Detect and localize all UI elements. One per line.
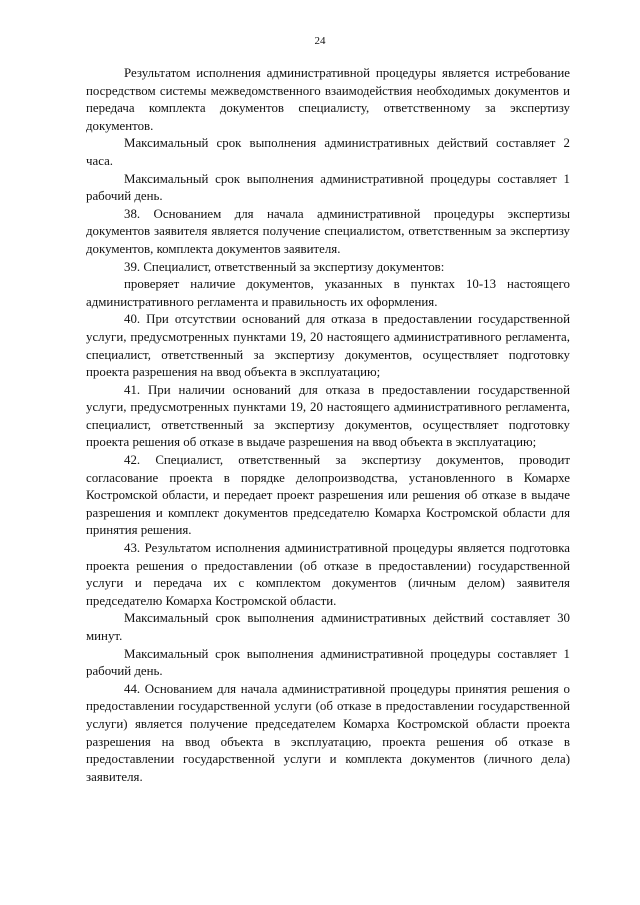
paragraph-result-interagency: Результатом исполнения административной процедуры является истребование посредством системы межведомственного взаимодействия необходимых документов и передача комплекта документов специалисту, ответственному за экспертизу документов. [86,66,570,133]
paragraph-item-41: 41. При наличии оснований для отказа в предоставлении государственной услуги, предусмотренных пунктами 19, 20 настоящего административного регламента, специалист, ответственный за экспертизу документов, осуществляет подготовку проекта решения об отказе в выдаче разрешения на ввод объекта в эксплуатацию; [86,382,570,450]
document-body [86,65,570,786]
page-number: 24 [314,35,326,47]
paragraph-max-time-procedure-1day-2: Максимальный срок выполнения административной процедуры составляет 1 рабочий день. [86,646,570,679]
paragraph-item-40: 40. При отсутствии оснований для отказа в предоставлении государственной услуги, предусмотренных пунктами 19, 20 настоящего административного регламента, специалист, ответственный за экспертизу документов, осуществляет подготовку проекта разрешения на ввод объекта в эксплуатацию; [86,312,570,380]
paragraph-item-43: 43. Результатом исполнения административной процедуры является подготовка проекта решения о предоставлении (об отказе в предоставлении) государственной услуги и передача их с комплектом документов (личным делом) заявителя председателю Комарха Костромской области. [86,541,570,608]
paragraph-max-time-actions-2h: Максимальный срок выполнения административных действий составляет 2 часа. [86,136,570,168]
paragraph-max-time-actions-30min: Максимальный срок выполнения административных действий составляет 30 минут. [86,611,570,643]
paragraph-item-38: 38. Основанием для начала административной процедуры экспертизы документов заявителя является получение специалистом, ответственным за экспертизу документов, комплекта документов заявителя. [86,206,570,256]
paragraph-item-39: 39. Специалист, ответственный за экспертизу документов: [124,259,445,274]
paragraph-item-39-check: проверяет наличие документов, указанных в пунктах 10-13 настоящего административного регламента и правильность их оформления. [86,277,570,309]
paragraph-item-44: 44. Основанием для начала административной процедуры принятия решения о предоставлении государственной услуги (об отказе в предоставлении государственной услуги) является получение председателем Комарха Костромской области проекта разрешения на ввод объекта в эксплуатацию, проекта решения об отказе в предоставлении государственной услуги и комплекта документов (личного дела) заявителя. [86,681,570,784]
paragraph-max-time-procedure-1day: Максимальный срок выполнения административной процедуры составляет 1 рабочий день. [86,171,570,204]
paragraph-item-42: 42. Специалист, ответственный за экспертизу документов, проводит согласование проекта в порядке делопроизводства, установленного в Комархе Костромской области, и передает проект разрешения или решения об отказе в выдаче разрешения и комплект документов председателю Комарха Костромской области для принятия решения. [86,453,570,538]
